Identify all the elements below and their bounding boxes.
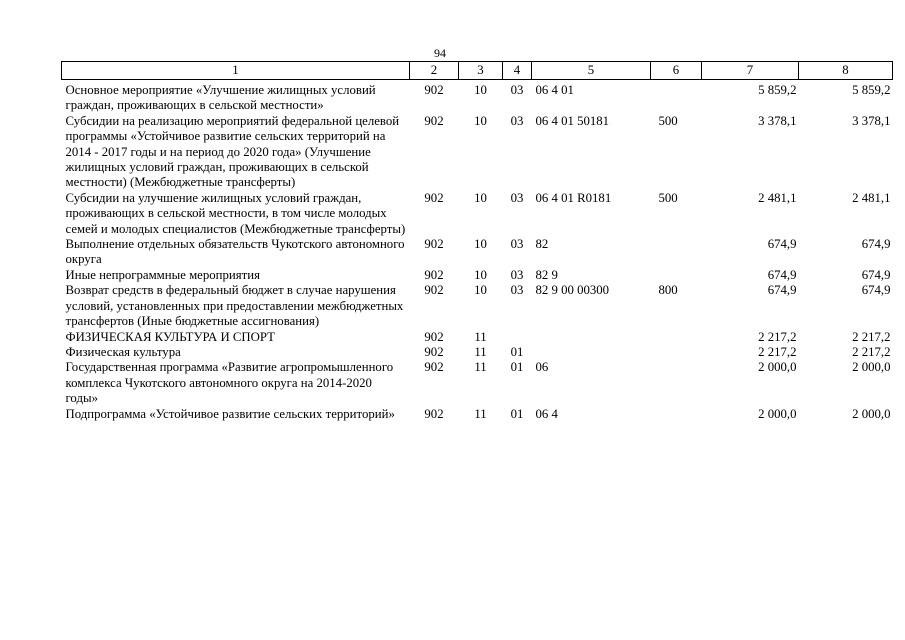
item-name: Подпрограмма «Устойчивое развитие сельских территорий» bbox=[65, 406, 395, 421]
column-header: 7 bbox=[702, 62, 799, 80]
item-name: Основное мероприятие «Улучшение жилищных условий граждан, проживающих в сельской местности» bbox=[65, 83, 376, 113]
amount-col7: 674,9 bbox=[767, 283, 797, 298]
budget-table bbox=[61, 61, 893, 422]
amount-col8: 674,9 bbox=[861, 283, 891, 298]
ministry-code: 902 bbox=[424, 113, 444, 128]
subsection-code: 01 bbox=[510, 360, 524, 375]
expense-type-code: 800 bbox=[658, 283, 678, 298]
target-article-code: 06 4 01 R0181 bbox=[535, 190, 612, 205]
item-name: ФИЗИЧЕСКАЯ КУЛЬТУРА И СПОРТ bbox=[65, 329, 275, 344]
amount-col7: 3 378,1 bbox=[758, 113, 797, 128]
item-name: Выполнение отдельных обязательств Чукотского автономного округа bbox=[65, 237, 405, 267]
amount-col7: 5 859,2 bbox=[758, 83, 797, 97]
section-code: 10 bbox=[474, 113, 487, 128]
ministry-code: 902 bbox=[424, 344, 444, 359]
expense-type-code bbox=[651, 407, 702, 422]
ministry-code: 902 bbox=[424, 283, 444, 298]
table-row bbox=[62, 268, 893, 283]
expense-type-code bbox=[651, 360, 702, 406]
table-row bbox=[62, 114, 893, 191]
target-article-code: 06 4 01 bbox=[535, 83, 574, 97]
amount-col7: 2 217,2 bbox=[758, 329, 797, 344]
amount-col8: 674,9 bbox=[861, 237, 891, 252]
item-name: Физическая культура bbox=[65, 344, 181, 359]
column-header: 2 bbox=[410, 62, 459, 80]
subsection-code: 03 bbox=[510, 283, 524, 298]
amount-col7: 674,9 bbox=[767, 237, 797, 252]
expense-type-code bbox=[651, 80, 702, 114]
table-row bbox=[62, 345, 893, 360]
subsection-code bbox=[503, 330, 532, 345]
item-name: Иные непрограммные мероприятия bbox=[65, 267, 260, 282]
section-code: 11 bbox=[474, 360, 487, 375]
subsection-code: 03 bbox=[510, 83, 524, 97]
section-code: 10 bbox=[474, 190, 487, 205]
column-header: 8 bbox=[799, 62, 893, 80]
amount-col8: 2 000,0 bbox=[852, 406, 891, 421]
amount-col8: 2 217,2 bbox=[852, 344, 891, 359]
section-code: 10 bbox=[474, 283, 487, 298]
amount-col7: 674,9 bbox=[767, 267, 797, 282]
header-row bbox=[62, 62, 893, 80]
table-row bbox=[62, 80, 893, 114]
subsection-code: 03 bbox=[510, 113, 524, 128]
table-row bbox=[62, 330, 893, 345]
target-article-code: 82 9 00 00300 bbox=[535, 283, 610, 298]
subsection-code: 03 bbox=[510, 267, 524, 282]
ministry-code: 902 bbox=[424, 360, 444, 375]
amount-col7: 2 000,0 bbox=[758, 406, 797, 421]
column-header: 1 bbox=[62, 62, 410, 80]
target-article-code: 06 bbox=[535, 360, 549, 375]
section-code: 11 bbox=[474, 329, 487, 344]
amount-col8: 674,9 bbox=[861, 267, 891, 282]
ministry-code: 902 bbox=[424, 190, 444, 205]
column-header: 4 bbox=[503, 62, 532, 80]
item-name: Субсидии на реализацию мероприятий федеральной целевой программы «Устойчивое развитие сельских территорий на 2014 - 2017 годы и на период до 2020 года» (Улучшение жилищных условий граждан, проживающих в сельской местности) (Межбюджетные трансферты) bbox=[65, 113, 400, 190]
expense-type-code bbox=[651, 268, 702, 283]
ministry-code: 902 bbox=[424, 406, 444, 421]
column-header: 5 bbox=[532, 62, 651, 80]
amount-col7: 2 481,1 bbox=[758, 190, 797, 205]
subsection-code: 01 bbox=[510, 344, 524, 359]
target-article-code: 06 4 01 50181 bbox=[535, 113, 610, 128]
column-header: 3 bbox=[459, 62, 503, 80]
subsection-code: 01 bbox=[510, 406, 524, 421]
expense-type-code: 500 bbox=[658, 113, 678, 128]
ministry-code: 902 bbox=[424, 83, 444, 97]
amount-col8: 2 481,1 bbox=[852, 190, 891, 205]
target-article-code bbox=[532, 330, 651, 345]
table-row bbox=[62, 283, 893, 329]
item-name: Возврат средств в федеральный бюджет в случае нарушения условий, установленных при предоставлении межбюджетных трансфертов (Иные бюджетные ассигнования) bbox=[65, 283, 404, 329]
target-article-code bbox=[532, 345, 651, 360]
subsection-code: 03 bbox=[510, 237, 524, 252]
ministry-code: 902 bbox=[424, 329, 444, 344]
expense-type-code bbox=[651, 345, 702, 360]
amount-col7: 2 000,0 bbox=[758, 360, 797, 375]
table-row bbox=[62, 407, 893, 422]
section-code: 10 bbox=[474, 83, 487, 97]
target-article-code: 82 9 bbox=[535, 267, 558, 282]
table-row bbox=[62, 360, 893, 406]
amount-col7: 2 217,2 bbox=[758, 344, 797, 359]
section-code: 10 bbox=[474, 237, 487, 252]
expense-type-code bbox=[651, 330, 702, 345]
amount-col8: 3 378,1 bbox=[852, 113, 891, 128]
target-article-code: 82 bbox=[535, 237, 549, 252]
ministry-code: 902 bbox=[424, 267, 444, 282]
amount-col8: 2 000,0 bbox=[852, 360, 891, 375]
section-code: 10 bbox=[474, 267, 487, 282]
item-name: Государственная программа «Развитие агропромышленного комплекса Чукотского автономного округа на 2014-2020 годы» bbox=[65, 360, 394, 406]
amount-col8: 5 859,2 bbox=[852, 83, 891, 97]
table-row bbox=[62, 237, 893, 268]
page-number: 94 bbox=[434, 46, 446, 60]
target-article-code: 06 4 bbox=[535, 406, 558, 421]
table-row bbox=[62, 191, 893, 237]
section-code: 11 bbox=[474, 406, 487, 421]
section-code: 11 bbox=[474, 344, 487, 359]
ministry-code: 902 bbox=[424, 237, 444, 252]
subsection-code: 03 bbox=[510, 190, 524, 205]
column-header: 6 bbox=[651, 62, 702, 80]
expense-type-code: 500 bbox=[658, 190, 678, 205]
expense-type-code bbox=[651, 237, 702, 268]
item-name: Субсидии на улучшение жилищных условий граждан, проживающих в сельской местности, в том числе молодых семей и молодых специалистов (Межбюджетные трансферты) bbox=[65, 190, 406, 236]
amount-col8: 2 217,2 bbox=[852, 329, 891, 344]
